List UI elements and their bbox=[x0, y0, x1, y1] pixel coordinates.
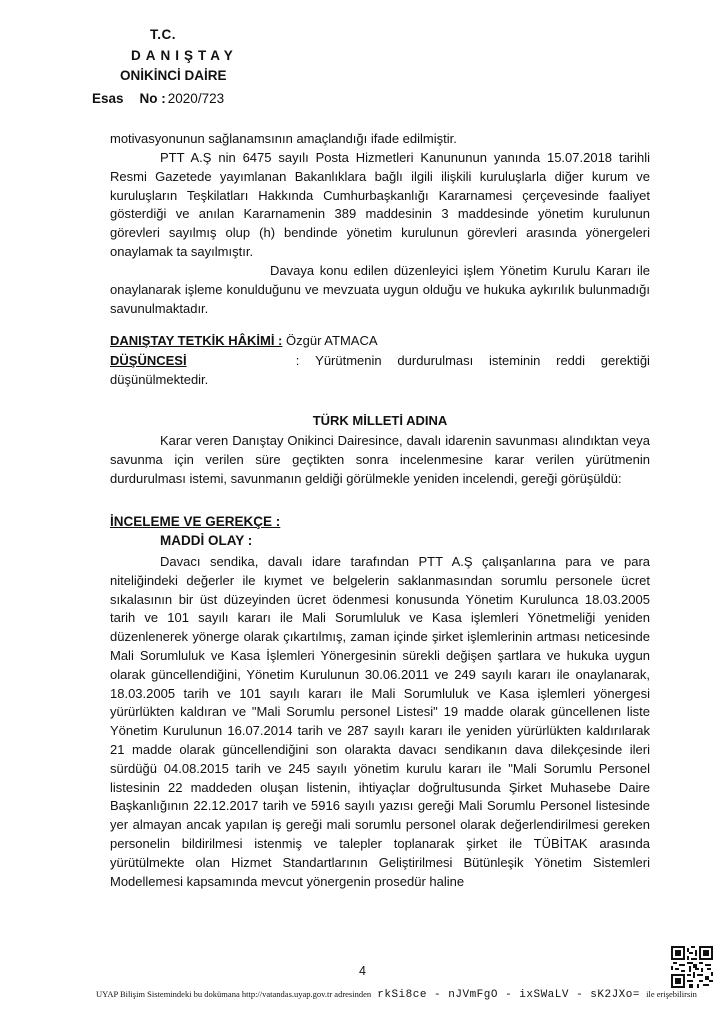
paragraph-5-text: Davacı sendika, davalı idare tarafından PTT A.Ş çalışanlarına para ve para niteliğindeki değerler ile kıymet ve belgelerin saklanmasından sorumlu personele ücret sıkalasının bir üst düzeyinden ücret ödenmesi konusunda Yönetim Kurulunca 18.03.2005 tarih ve 101 sayılı kararı ile Mali Sorumluluk ve Kasa işlemleri Yönetmeliği yeniden düzenlenerek yönerge olarak çıkartılmış, zaman içinde şirket işlemlerinin artması neticesinde Mali Sorumluluk ve Kasa İşlemleri Yönergesinin sürekli değişen şartlara ve hukuka uygun olarak güncellendiğini, Yönetim Kurulunun 30.06.2011 ve 249 sayılı kararı ile onaylanarak, 18.03.2005 tarih ve 101 sayılı kararı ile Mali Sorumluluk ve Kasa işlemleri yönergesi yürürlükten kaldıran ve "Mali Sorumlu personel Listesi" 19 madde olarak güncellenen liste Yönetim Kurulunun 16.07.2014 tarih ve 287 sayılı kararı ile yeniden yürürlükten kaldırılarak 21 madde olarak güncellendiğini son olaraktа davacı sendikanın dava dilekçesinde ileri sürdüğü 04.08.2015 tarih ve 245 sayılı yönetim kurulu kararı ile "Mali Sorumlu Personel listesinin 22 maddeden oluşan listenin, ihtiyaçlar doğrultusunda Şirket Muhasebe Daire Başkanlığının 22.12.2017 tarih ve 5916 sayılı yazısı gereği Mali Sorumlu Personel listesinde yer almayan ancak yapılan iş gereği mali sorumlu personel olarak değerlendirilmesi gereken personelin bildirilmesi istenmiş ve talepler toplanarak şirket ile TÜBİTAK arasında yürütülmekte olan Hizmet Standartlarının Geliştirilmesi Bütünleşik Yönetim Sistemleri Modellemesi kapsamında mevcut yönergenin prosedür haline bbox=[110, 554, 650, 889]
dusunce-line-2: düşünülmektedir. bbox=[110, 372, 209, 387]
qr-code-icon bbox=[671, 946, 713, 988]
dusunce-label: DÜŞÜNCESİ bbox=[110, 353, 187, 368]
header-court: DANIŞTAY bbox=[131, 48, 238, 63]
paragraph-4-text: Karar veren Danıştay Onikinci Dairesince, davalı idarenin savunması alındıktan veya savunma için verilen süre geçtikten sonra incelenmesine karar verilen yürütmenin durdurulması istemi, savunmanın geldiği görülmekle yeniden incelendi, gereği görüşüldü: bbox=[110, 433, 650, 486]
paragraph-3-text: Davaya konu edilen düzenleyici işlem Yönetim Kurulu Kararı ile onaylanarak işleme konulduğunu ve mevzuata uygun olduğu ve hukuka aykırılık bulunmadığı savunulmaktadır. bbox=[110, 263, 650, 316]
paragraph-3 bbox=[110, 262, 650, 318]
footer-code: rkSi8ce - nJVmFgO - ixSWaLV - sK2JXo= bbox=[377, 989, 640, 1001]
dusunce-word-5: gerektiği bbox=[600, 353, 650, 368]
dusunce-row bbox=[110, 351, 650, 370]
header-esas bbox=[92, 91, 224, 106]
footer-prefix: UYAP Bilişim Sistemindeki bu dokümana http://vatandas.uyap.gov.tr adresinden bbox=[96, 989, 372, 999]
dusunce-word-4: reddi bbox=[556, 353, 586, 368]
footer-suffix: ile erişebilirsin bbox=[646, 989, 697, 999]
footer-verification bbox=[96, 989, 697, 1001]
inceleme-heading: İNCELEME VE GEREKÇE : bbox=[110, 514, 281, 529]
esas-label: Esas bbox=[92, 91, 124, 106]
page-number: 4 bbox=[359, 964, 366, 978]
turk-milleti-heading: TÜRK MİLLETİ ADINA bbox=[312, 413, 448, 428]
header-tc: T.C. bbox=[150, 27, 177, 42]
maddi-olay-heading: MADDİ OLAY : bbox=[160, 533, 253, 548]
paragraph-2-text: PTT A.Ş nin 6475 sayılı Posta Hizmetleri Kanununun yanında 15.07.2018 tarihli Resmi Gazetede yayımlanan Bakanlıklara bağlı ilgili ilişkili kuruluşlarla diğer kurum ve kuruluşların Teşkilatları Hakkında Cumhurbaşkanlığı Kararnamesi çerçevesinde faaliyet gösterdiği ve anılan Kararnamenin 389 maddesinin 3 maddesinde yönetim kurulunun görevleri sayılmış olup (h) bendinde yönetim kurulunun görevleri arasında yönergeleri onaylamak ta sayılmıştır. bbox=[110, 150, 650, 259]
hakim-name: Özgür ATMACA bbox=[286, 333, 378, 348]
header-dept: ONİKİNCİ DAİRE bbox=[120, 68, 227, 83]
hakim-label: DANIŞTAY TETKİK HÂKİMİ : bbox=[110, 333, 283, 348]
no-label: No : bbox=[139, 91, 166, 106]
paragraph-1-text: motivasyonunun sağlanamsının amaçlandığı ifade edilmiştir. bbox=[110, 131, 457, 146]
dusunce-block bbox=[110, 351, 650, 389]
no-value: 2020/723 bbox=[167, 91, 225, 106]
dusunce-word-1: Yürütmenin bbox=[315, 353, 382, 368]
paragraph-5 bbox=[110, 553, 650, 891]
paragraph-1 bbox=[110, 130, 650, 149]
paragraph-2 bbox=[110, 149, 650, 262]
paragraph-4 bbox=[110, 432, 650, 488]
dusunce-colon: : bbox=[295, 353, 300, 368]
dusunce-word-3: isteminin bbox=[489, 353, 541, 368]
dusunce-word-2: durdurulması bbox=[397, 353, 474, 368]
hakim-line bbox=[110, 333, 650, 348]
